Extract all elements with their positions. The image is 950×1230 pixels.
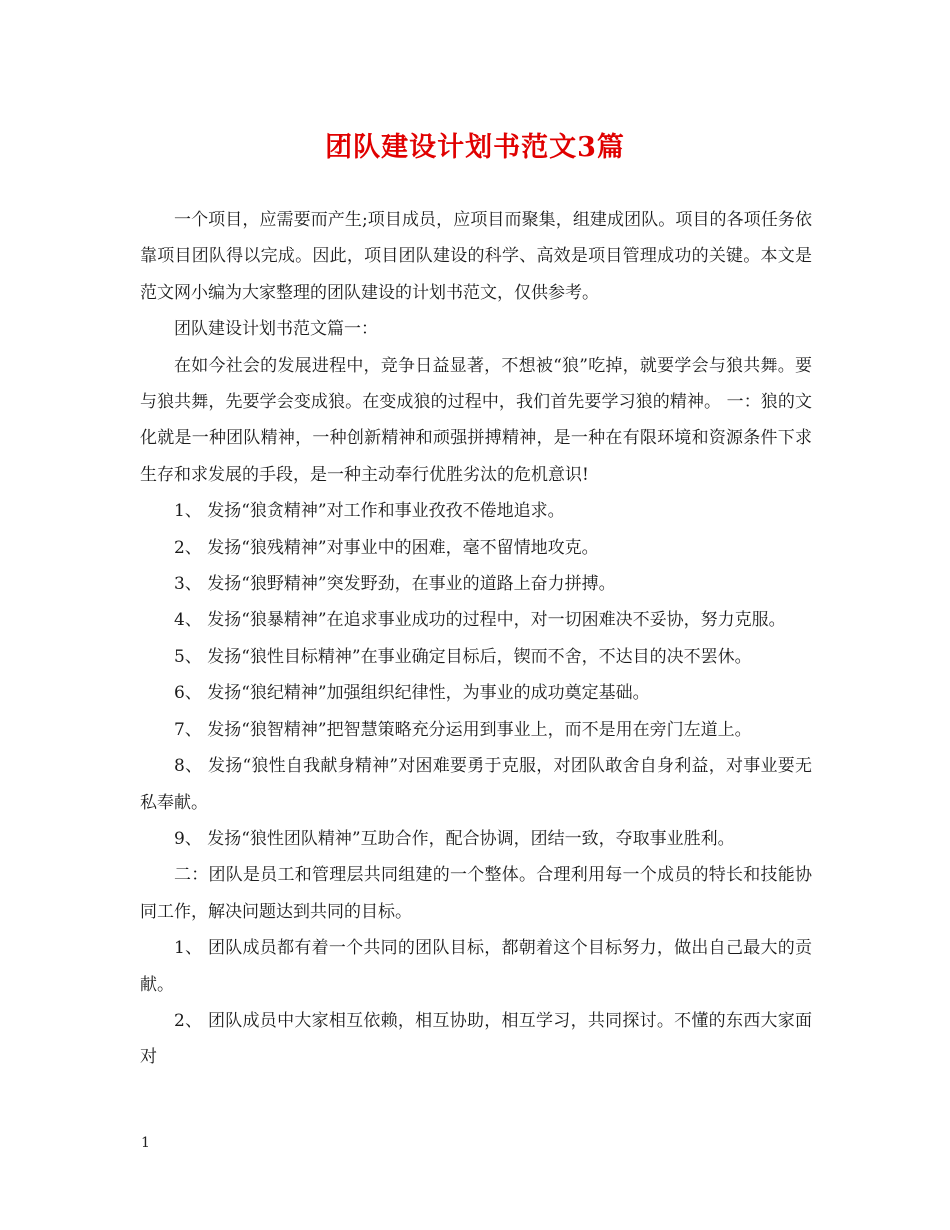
paragraph-team-definition: 二：团队是员工和管理层共同组建的一个整体。合理利用每一个成员的特长和技能协同工作，解决问题达到共同的目标。 xyxy=(140,865,812,922)
paragraph-intro: 一个项目，应需要而产生;项目成员，应项目而聚集，组建成团队。项目的各项任务依靠项目团队得以完成。因此，项目团队建设的科学、高效是项目管理成功的关键。本文是范文网小编为大家整理的团队建设的计划书范文，仅供参考。 xyxy=(140,210,812,303)
paragraph-section-heading: 团队建设计划书范文篇一： xyxy=(174,319,378,340)
list-item-4: 4、 发扬“狼暴精神”在追求事业成功的过程中，对一切困难决不妥协，努力克服。 xyxy=(174,610,786,631)
document-body xyxy=(140,202,812,1076)
list-item-3: 3、 发扬“狼野精神”突发野劲，在事业的道路上奋力拼搏。 xyxy=(174,574,616,595)
paragraph-wolf-culture: 在如今社会的发展进程中，竞争日益显著，不想被“狼”吃掉，就要学会与狼共舞。要与狼共舞，先要学会变成狼。在变成狼的过程中，我们首先要学习狼的精神。 一：狼的文化就是一种团队精神，一种创新精神和顽强拼搏精神，是一种在有限环境和资源条件下求生存和求发展的手段，是一种主动奉行优胜劣汰的危机意识! xyxy=(140,355,812,485)
list-item-2: 2、 发扬“狼残精神”对事业中的困难，毫不留情地攻克。 xyxy=(174,537,599,558)
list-item-8: 8、 发扬“狼性自我献身精神”对困难要勇于克服，对团队敢舍自身利益，对事业要无私奉献。 xyxy=(140,756,812,813)
list-item-9: 9、 发扬“狼性团队精神”互助合作，配合协调，团结一致，夺取事业胜利。 xyxy=(174,828,735,849)
list-item-6: 6、 发扬“狼纪精神”加强组织纪律性，为事业的成功奠定基础。 xyxy=(174,683,650,704)
page-number: 1 xyxy=(141,1135,150,1151)
list-item-1: 1、 发扬“狼贪精神”对工作和事业孜孜不倦地追求。 xyxy=(174,501,565,522)
list-item-5: 5、 发扬“狼性目标精神”在事业确定目标后，锲而不舍，不达目的决不罢休。 xyxy=(174,646,752,667)
document-title: 团队建设计划书范文3篇 xyxy=(325,132,625,163)
list-item-team-2: 2、 团队成员中大家相互依赖，相互协助，相互学习，共同探讨。不懂的东西大家面对 xyxy=(140,1010,812,1068)
list-item-7: 7、 发扬“狼智精神”把智慧策略充分运用到事业上，而不是用在旁门左道上。 xyxy=(174,719,752,740)
list-item-team-1: 1、 团队成员都有着一个共同的团队目标，都朝着这个目标努力，做出自己最大的贡献。 xyxy=(140,938,812,995)
